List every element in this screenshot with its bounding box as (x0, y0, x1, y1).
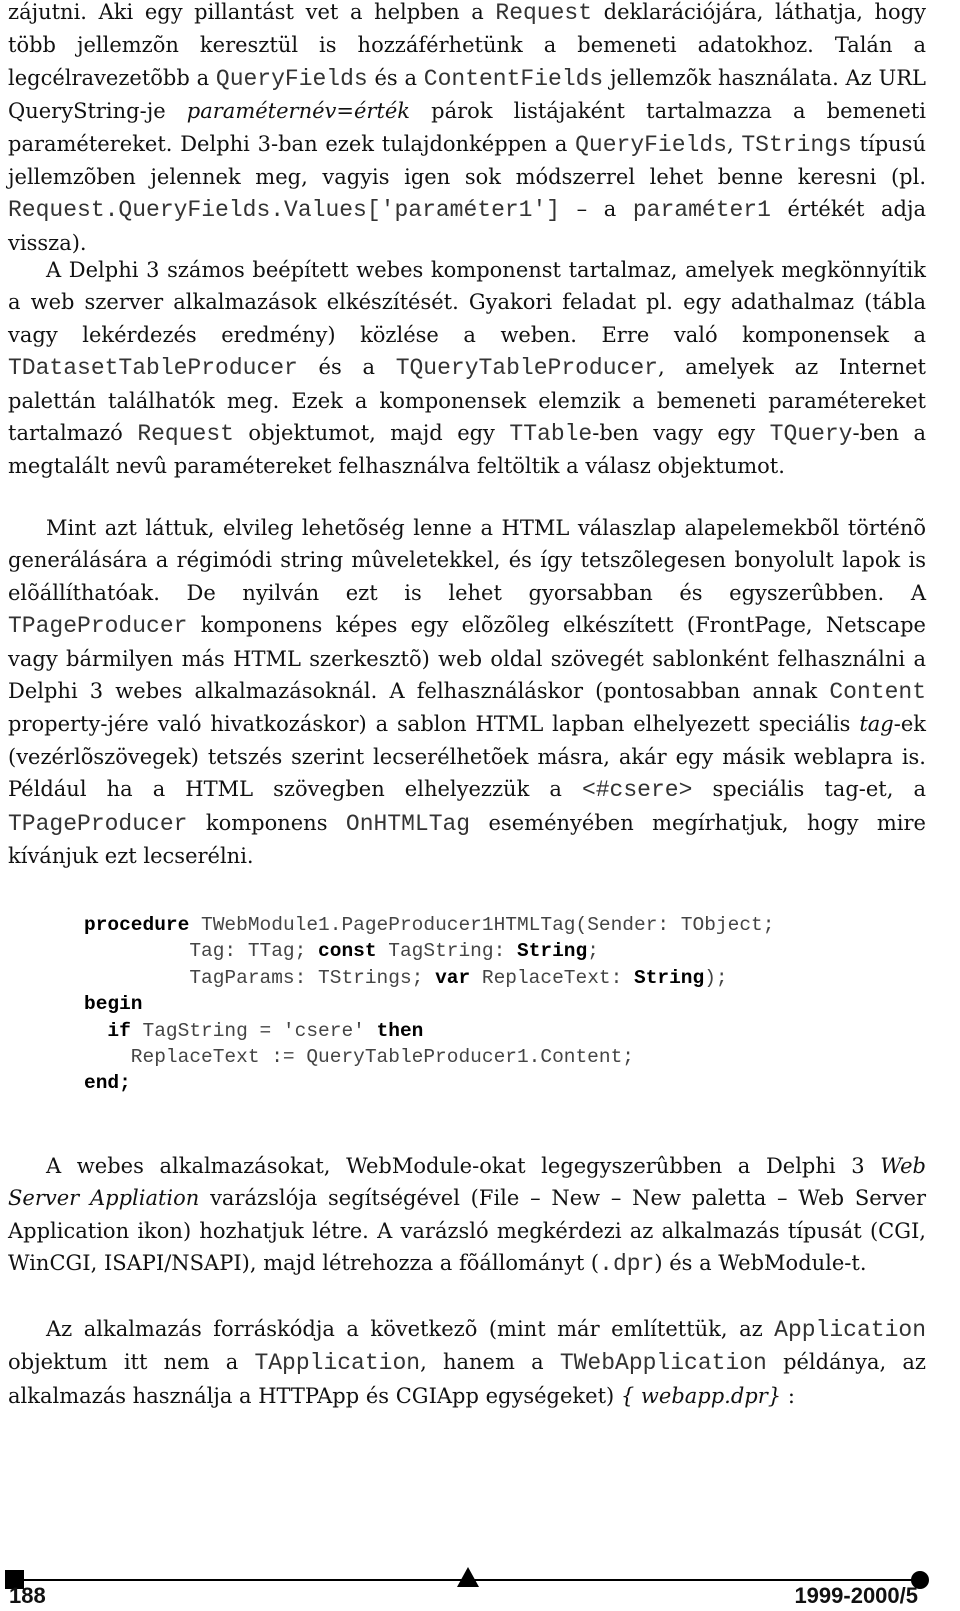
paragraph-wizard: A webes alkalmazásokat, WebModule-okat legegyszerûbben a Delphi 3 Web Server Appliation varázslója segítségével (File – New – New paletta – Web Server Application ikon) hozhatjuk létre. A varázsló megkérdezi az alkalmazás típusát (CGI, WinCGI, ISAPI/NSAPI), majd létrehozza a fõállományt (.dpr) és a WebModule-t. (8, 1154, 926, 1278)
paragraph-pageproducer: Mint azt láttuk, elvileg lehetõség lenne a HTML válaszlap alapelemekbõl történõ generálására a régimódi string mûveletekkel, és így tetszõlegesen bonyolult lapok is elõállíthatóak. De nyilván ezt is lehet gyorsabban és egyszerûbben. A TPageProducer komponens képes egy elõzõleg elkészített (FrontPage, Netscape vagy bármilyen más HTML szerkesztõ) web oldal szövegét sablonként felhasználni a Delphi 3 webes alkalmazásoknál. A felhasználáskor (pontosabban annak Content property-jére való hivatkozáskor) a sablon HTML lapban elhelyezett speciális tag-ek (vezérlõszövegek) tetszés szerint lecserélhetõek másra, akár egy másik weblapra is. Például ha a HTML szövegben elhelyezzük a <#csere> speciális tag-et, a TPageProducer komponens OnHTMLTag eseményében megírhatjuk, hogy mire kívánjuk ezt lecserélni. (8, 516, 926, 869)
paragraph-components: A Delphi 3 számos beépített webes komponenst tartalmaz, amelyek megkönnyítik a web szerver alkalmazások elkészítését. Gyakori feladat pl. egy adathalmaz (tábla vagy lekérdezés eredmény) közlése a weben. Erre való komponensek a TDatasetTableProducer és a TQueryTableProducer, amelyek az Internet palettán találhatók meg. Ezek a komponensek elemzik a bemeneti paramétereket tartalmazó Request objektumot, majd egy TTable-ben vagy egy TQuery-ben a megtalált nevû paramétereket felhasználva feltöltik a válasz objektumot. (8, 258, 926, 479)
paragraph-source: Az alkalmazás forráskódja a következõ (mint már említettük, az Application objektum itt nem a TApplication, hanem a TWebApplication példánya, az alkalmazás használja a HTTPApp és CGIApp egységeket) { webapp.dpr} : (8, 1317, 926, 1408)
triangle-marker-icon (457, 1567, 479, 1587)
paragraph-request: zájutni. Aki egy pillantást vet a helpben a Request deklarációjára, láthatja, hogy több jellemzõn keresztül is hozzáférhetünk a bemeneti adatokhoz. Talán a legcélravezetõbb a QueryFields és a ContentFields jellemzõk használata. Az URL QueryString-je paraméternév=érték párok listájaként tartalmazza a bemeneti paramétereket. Delphi 3-ban ezek tulajdonképpen a QueryFields, TStrings típusú jellemzõben jelennek meg, vagyis igen sok módszerrel lehet benne keresni (pl. Request.QueryFields.Values['paraméter1'] – a paraméter1 értékét adja vissza). (8, 0, 926, 255)
page-footer (5, 1559, 932, 1611)
code-listing: procedure TWebModule1.PageProducer1HTMLTag(Sender: TObject; Tag: TTag; const TagString: String; TagParams: TStrings; var ReplaceText: String); begin if TagString = 'csere' then ReplaceText := QueryTableProducer1.Content; end; (84, 914, 775, 1095)
issue-number: 1999-2000/5 (794, 1583, 918, 1608)
page-number: 188 (9, 1583, 46, 1608)
